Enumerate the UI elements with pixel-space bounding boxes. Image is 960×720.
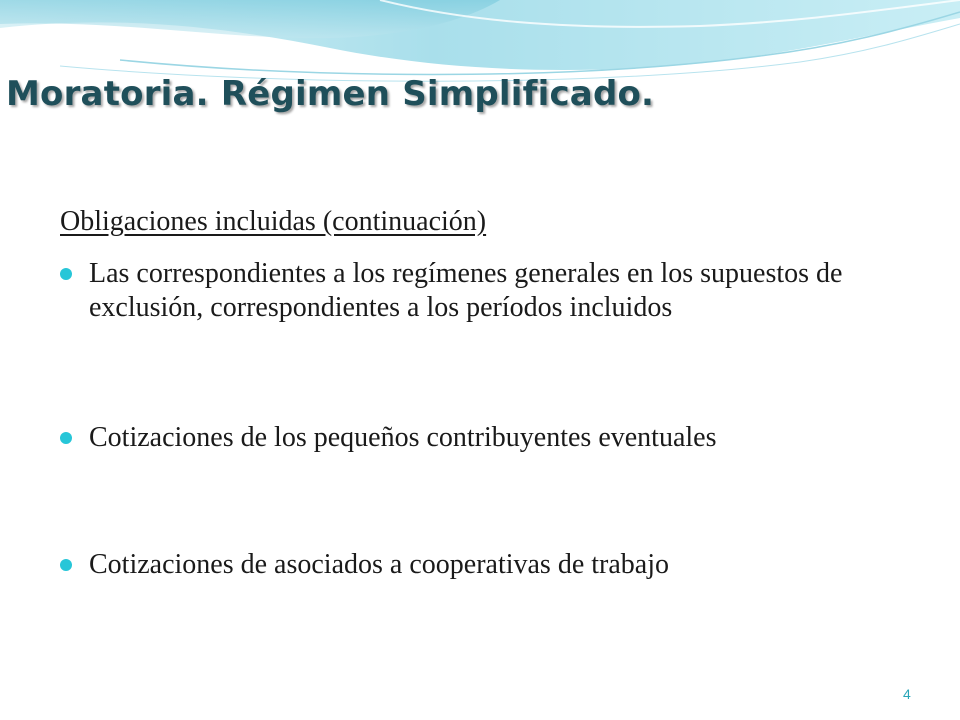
page-number: 4 xyxy=(903,686,911,702)
bullet-text: Cotizaciones de asociados a cooperativas de trabajo xyxy=(89,549,669,580)
bullet-dot-icon xyxy=(60,559,72,571)
bullet-dot-icon xyxy=(60,432,72,444)
bullet-item xyxy=(60,257,880,325)
bullet-text: Las correspondientes a los regímenes generales en los supuestos de exclusión, correspondientes a los períodos incluidos xyxy=(89,258,843,323)
bullet-item xyxy=(60,548,880,582)
slide-title: Moratoria. Régimen Simplificado. xyxy=(6,74,655,114)
bullet-text: Cotizaciones de los pequeños contribuyentes eventuales xyxy=(89,422,717,453)
bullet-item xyxy=(60,421,880,455)
bullet-dot-icon xyxy=(60,268,72,280)
section-subheading: Obligaciones incluidas (continuación) xyxy=(60,206,487,237)
